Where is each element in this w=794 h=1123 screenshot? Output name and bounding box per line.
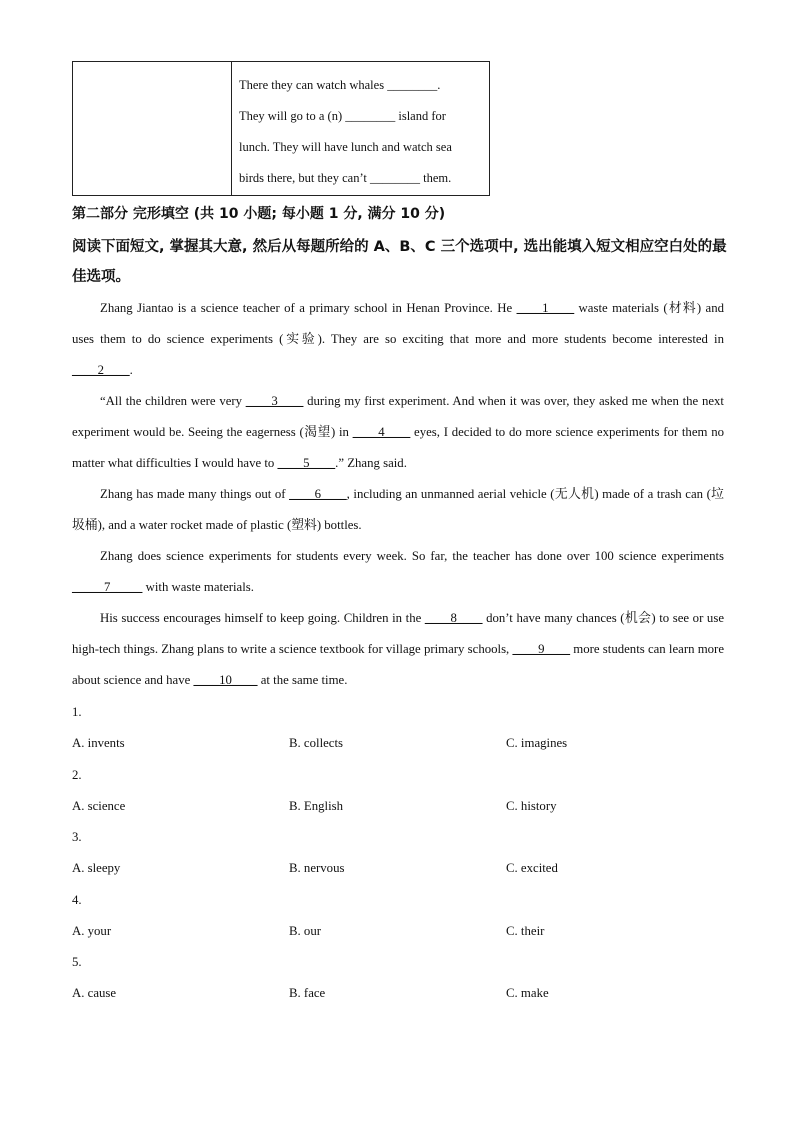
passage-text: Zhang does science experiments for students every week. So far, the teacher has done over 100 science experiments [100,549,724,563]
option-b[interactable]: B. our [289,924,321,938]
option-c[interactable]: C. make [506,986,549,1000]
table-empty-cell [73,62,232,195]
blank-9: ____9____ [512,642,571,656]
paragraph-1 [72,293,724,386]
table-line: birds there, but they can’t ________ them. [239,171,452,185]
blank-10: ____10____ [193,673,258,687]
blank-5: ____5____ [277,456,336,470]
answer-table [72,61,490,196]
option-c[interactable]: C. excited [506,861,558,875]
question-number: 1. [72,705,82,719]
blank-2: ____2____ [72,363,130,377]
option-a[interactable]: A. cause [72,986,117,1000]
question-number: 4. [72,893,82,907]
option-b[interactable]: B. face [289,986,326,1000]
blank-6: ____6____ [289,487,347,501]
section-title: 第二部分 完形填空 (共 10 小题; 每小题 1 分, 满分 10 分) [72,206,446,222]
option-b[interactable]: B. English [289,799,344,813]
paragraph-4 [72,541,724,603]
passage-text: . [129,363,133,377]
blank-4: ____4____ [352,425,411,439]
passage-text: His success encourages himself to keep going. Children in the [100,611,425,625]
blank-3: ____3____ [245,394,304,408]
blank-8: ____8____ [424,611,483,625]
instructions: 阅读下面短文, 掌握其大意, 然后从每题所给的 A、B、C 三个选项中, 选出能填入短文相应空白处的最佳选项。 [72,239,727,285]
cloze-passage [72,293,724,696]
table-line: They will go to a (n) ________ island for [239,109,446,123]
passage-text: waste materials (材料) and uses them to do science experiments (实验). They are so exciting that more and more students become interested in [72,301,724,346]
option-b[interactable]: B. nervous [289,861,345,875]
table-line: lunch. They will have lunch and watch sea [239,140,452,154]
passage-text: with waste materials. [142,580,254,594]
passage-text: .” Zhang said. [335,456,407,470]
option-c[interactable]: C. history [506,799,557,813]
question-number: 2. [72,768,82,782]
option-a[interactable]: A. science [72,799,126,813]
question-number: 5. [72,955,82,969]
passage-text: “All the children were very [100,394,246,408]
option-c[interactable]: C. imagines [506,736,568,750]
blank-7: _____7_____ [72,580,143,594]
passage-text: at the same time. [257,673,348,687]
passage-text: during my first experiment. And when it was over, they asked me when the next experiment would be. Seeing the eagerness (渴望) in [72,394,724,439]
passage-text: don’t have many chances (机会) to see or use high-tech things. Zhang plans to write a science textbook for village primary schools, [72,611,724,656]
paragraph-2 [72,386,724,479]
blank-1: ____1____ [516,301,575,315]
paragraph-5 [72,603,724,696]
option-a[interactable]: A. your [72,924,112,938]
table-text-cell [232,62,489,195]
paragraph-3 [72,479,724,541]
option-c[interactable]: C. their [506,924,545,938]
passage-text: eyes, I decided to do more science experiments for them no matter what difficulties I would have to [72,425,724,470]
passage-text: Zhang has made many things out of [100,487,290,501]
question-number: 3. [72,830,82,844]
option-a[interactable]: A. sleepy [72,861,121,875]
passage-text: Zhang Jiantao is a science teacher of a primary school in Henan Province. He [100,301,517,315]
table-line: There they can watch whales ________. [239,78,441,92]
passage-text: more students can learn more about science and have [72,642,725,687]
option-b[interactable]: B. collects [289,736,344,750]
passage-text: , including an unmanned aerial vehicle (无人机) made of a trash can (垃圾桶), and a water rocket made of plastic (塑料) bottles. [72,487,724,532]
option-a[interactable]: A. invents [72,736,125,750]
